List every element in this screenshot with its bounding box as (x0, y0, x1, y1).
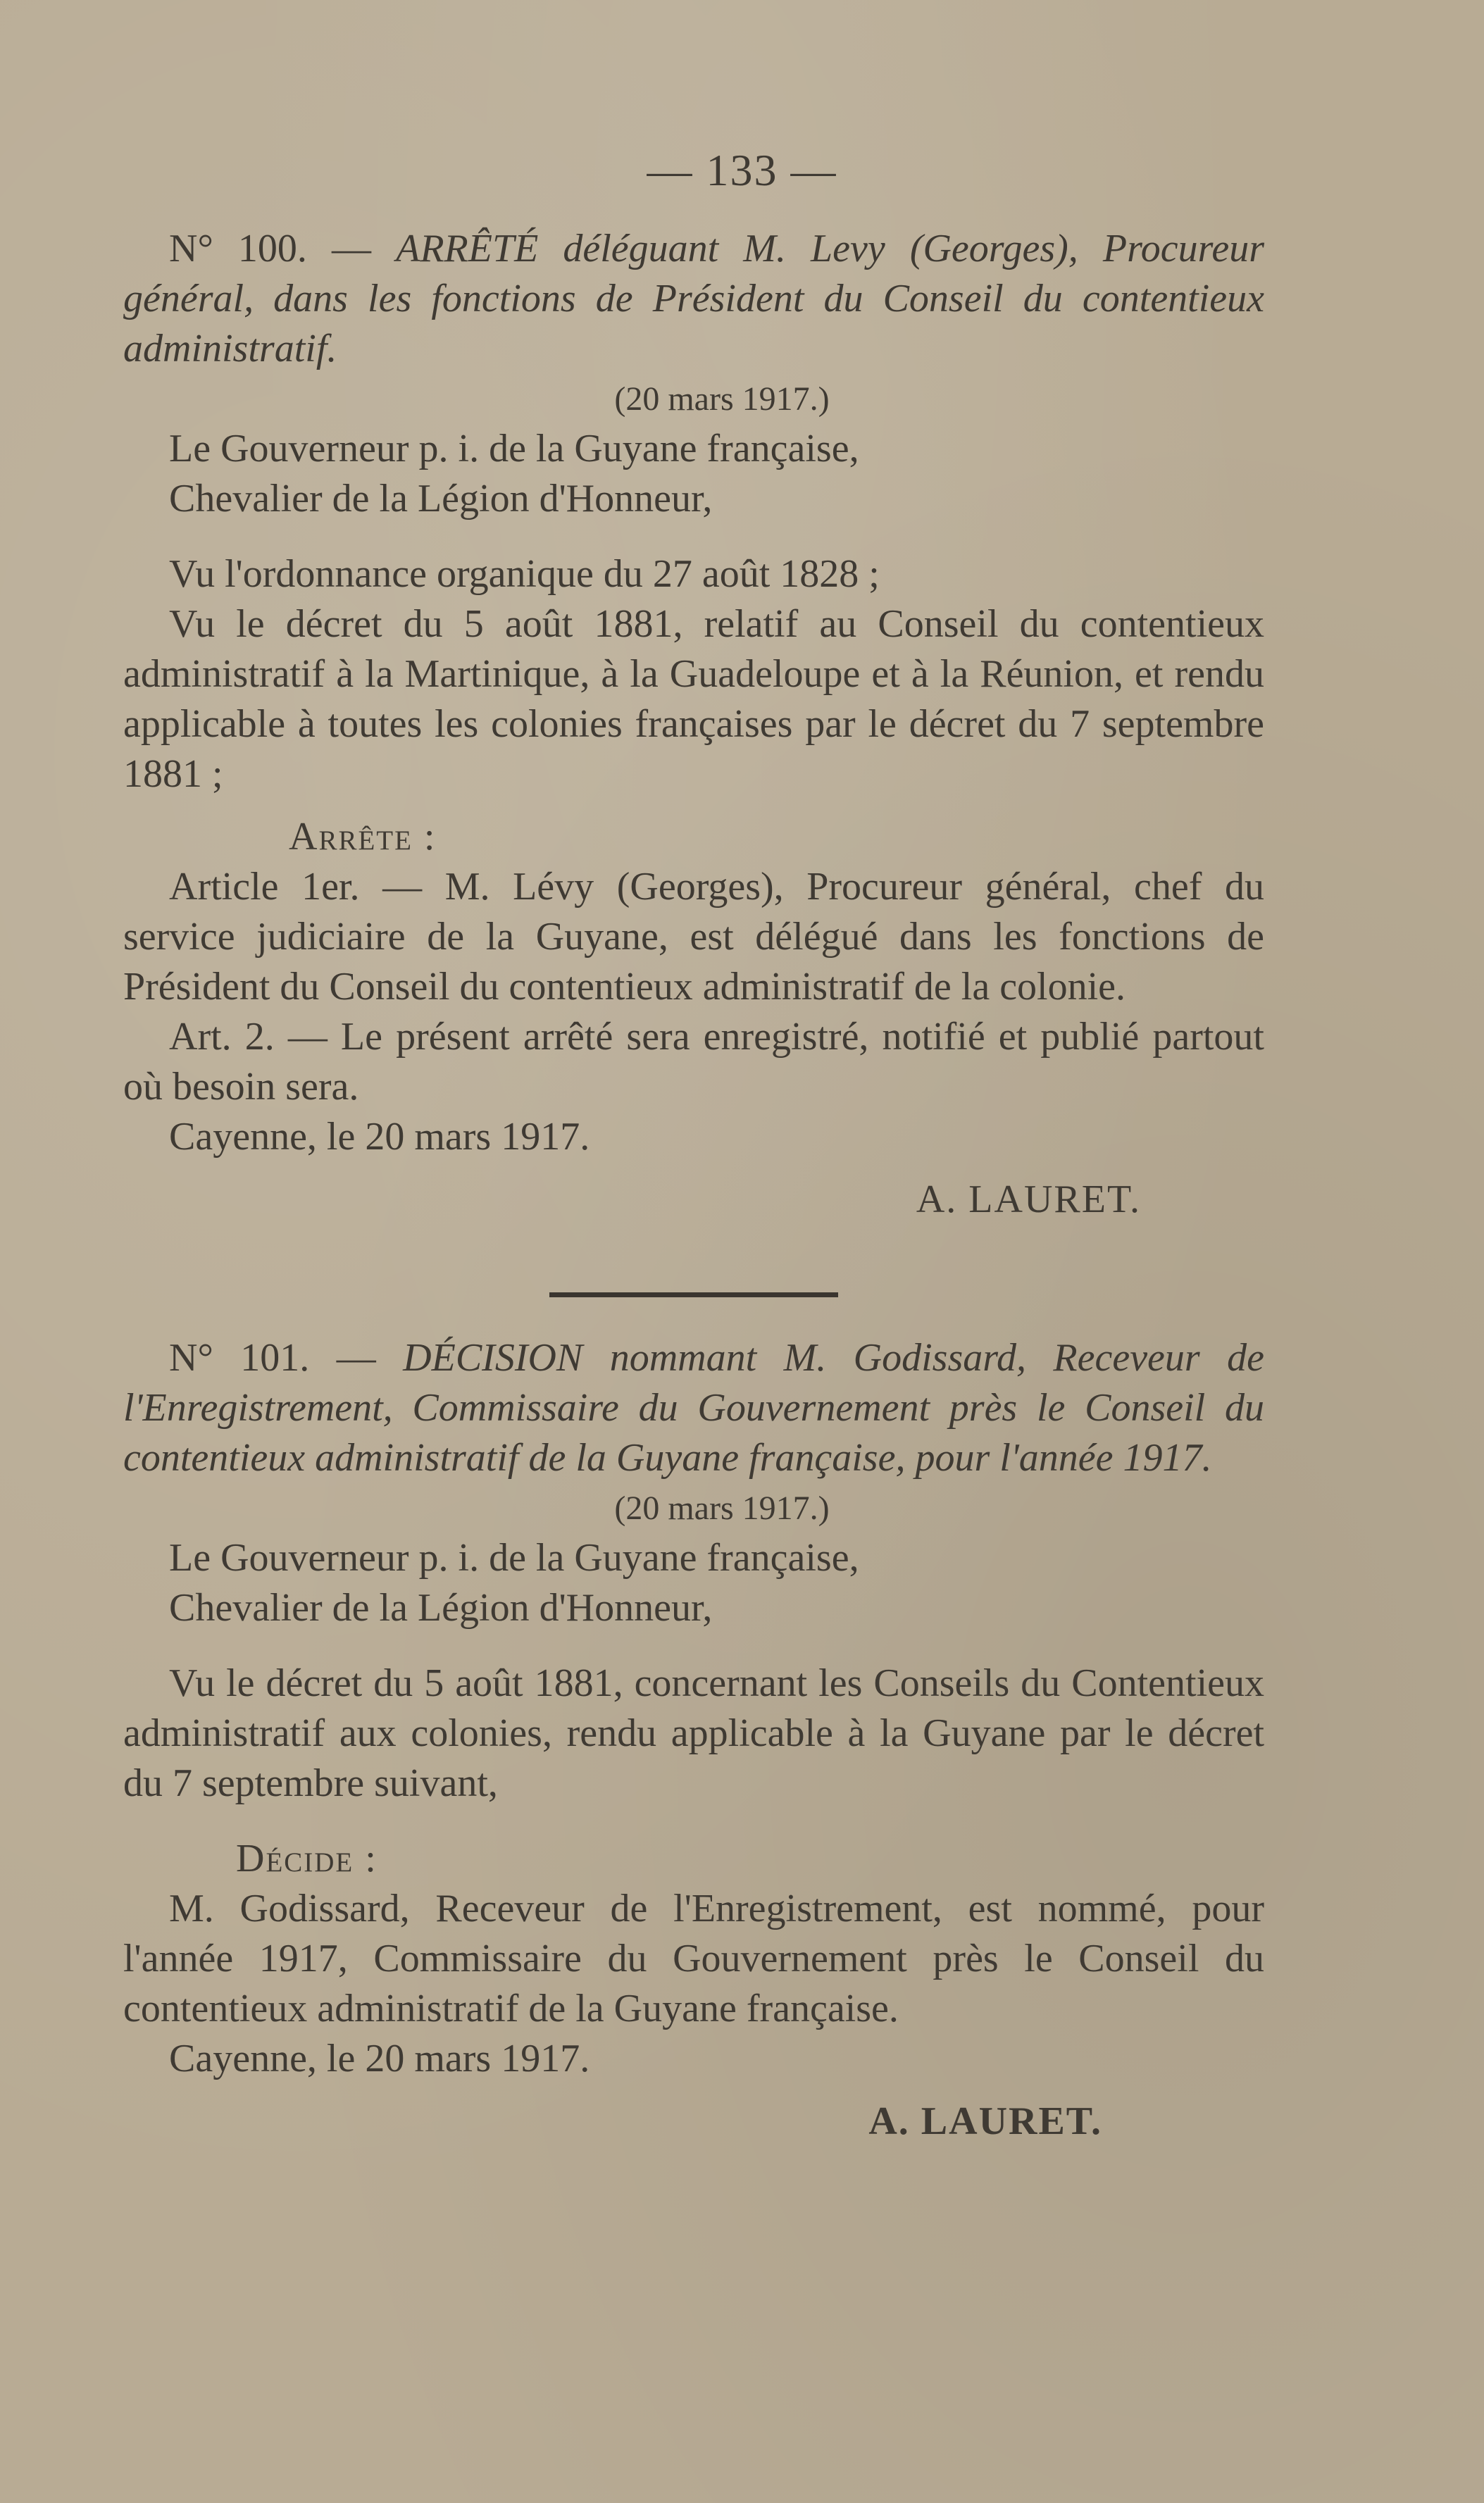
decree-101-gouverneur: Le Gouverneur p. i. de la Guyane française, (169, 1536, 859, 1580)
section-divider (549, 1292, 838, 1297)
decree-100-arrete-label: Arrête : (289, 815, 437, 859)
decree-100-heading (123, 224, 1264, 374)
decree-100-vu-decret: Vu le décret du 5 août 1881, relatif au Conseil du contentieux administratif à la Martinique, à la Guadeloupe et à la Réunion, et rendu applicable à toutes les colonies françaises par le décret du 7 septembre 1881 ; (123, 602, 1264, 796)
decree-101-chevalier: Chevalier de la Légion d'Honneur, (169, 1586, 713, 1630)
decree-101-number: N° 101. — (169, 1336, 376, 1380)
decree-100-article-2: Art. 2. — Le présent arrêté sera enregistré, notifié et publié partout où besoin sera. (123, 1015, 1264, 1109)
decree-100-heading-text: déléguant M. Levy (Georges), Procureur général, dans les fonctions de Président du Conseil du contentieux administratif. (123, 227, 1265, 370)
decree-101-signature: A. LAURET. (868, 2099, 1102, 2143)
decree-100-chevalier: Chevalier de la Légion d'Honneur, (169, 477, 713, 520)
decree-101-heading-type: DÉCISION (403, 1336, 583, 1380)
decree-101-body: M. Godissard, Receveur de l'Enregistrement, est nommé, pour l'année 1917, Commissaire du Gouvernement près le Conseil du contentieux administratif de la Guyane française. (123, 1887, 1264, 2030)
decree-100-heading-type: ARRÊTÉ (396, 227, 539, 270)
decree-101-place-date: Cayenne, le 20 mars 1917. (169, 2037, 590, 2080)
decree-100-date: (20 mars 1917.) (614, 380, 830, 418)
decree-101-heading-text: nommant M. Godissard, Receveur de l'Enregistrement, Commissaire du Gouvernement près le Conseil du contentieux administratif de la Guyane française, pour l'année 1917. (123, 1336, 1264, 1480)
decree-100-vu-ordonnance: Vu l'ordonnance organique du 27 août 1828 ; (169, 552, 880, 596)
decree-100 (123, 224, 1264, 1225)
page-number: — 133 — (647, 145, 837, 195)
decree-100-number: N° 100. — (169, 227, 372, 270)
decree-101 (123, 1333, 1264, 2147)
decree-101-date: (20 mars 1917.) (614, 1490, 830, 1527)
decree-100-signature: A. LAURET. (916, 1178, 1141, 1221)
decree-101-heading (123, 1333, 1264, 1483)
decree-100-place-date: Cayenne, le 20 mars 1917. (169, 1115, 590, 1159)
decree-101-decide-label: Décide : (236, 1837, 378, 1880)
decree-100-gouverneur: Le Gouverneur p. i. de la Guyane française, (169, 427, 859, 470)
decree-100-article-1: Article 1er. — M. Lévy (Georges), Procureur général, chef du service judiciaire de la Guyane, est délégué dans les fonctions de Président du Conseil du contentieux administratif de la colonie. (123, 865, 1264, 1009)
decree-101-vu-decret: Vu le décret du 5 août 1881, concernant les Conseils du Contentieux administratif aux colonies, rendu applicable à la Guyane par le décret du 7 septembre suivant, (123, 1661, 1264, 1805)
